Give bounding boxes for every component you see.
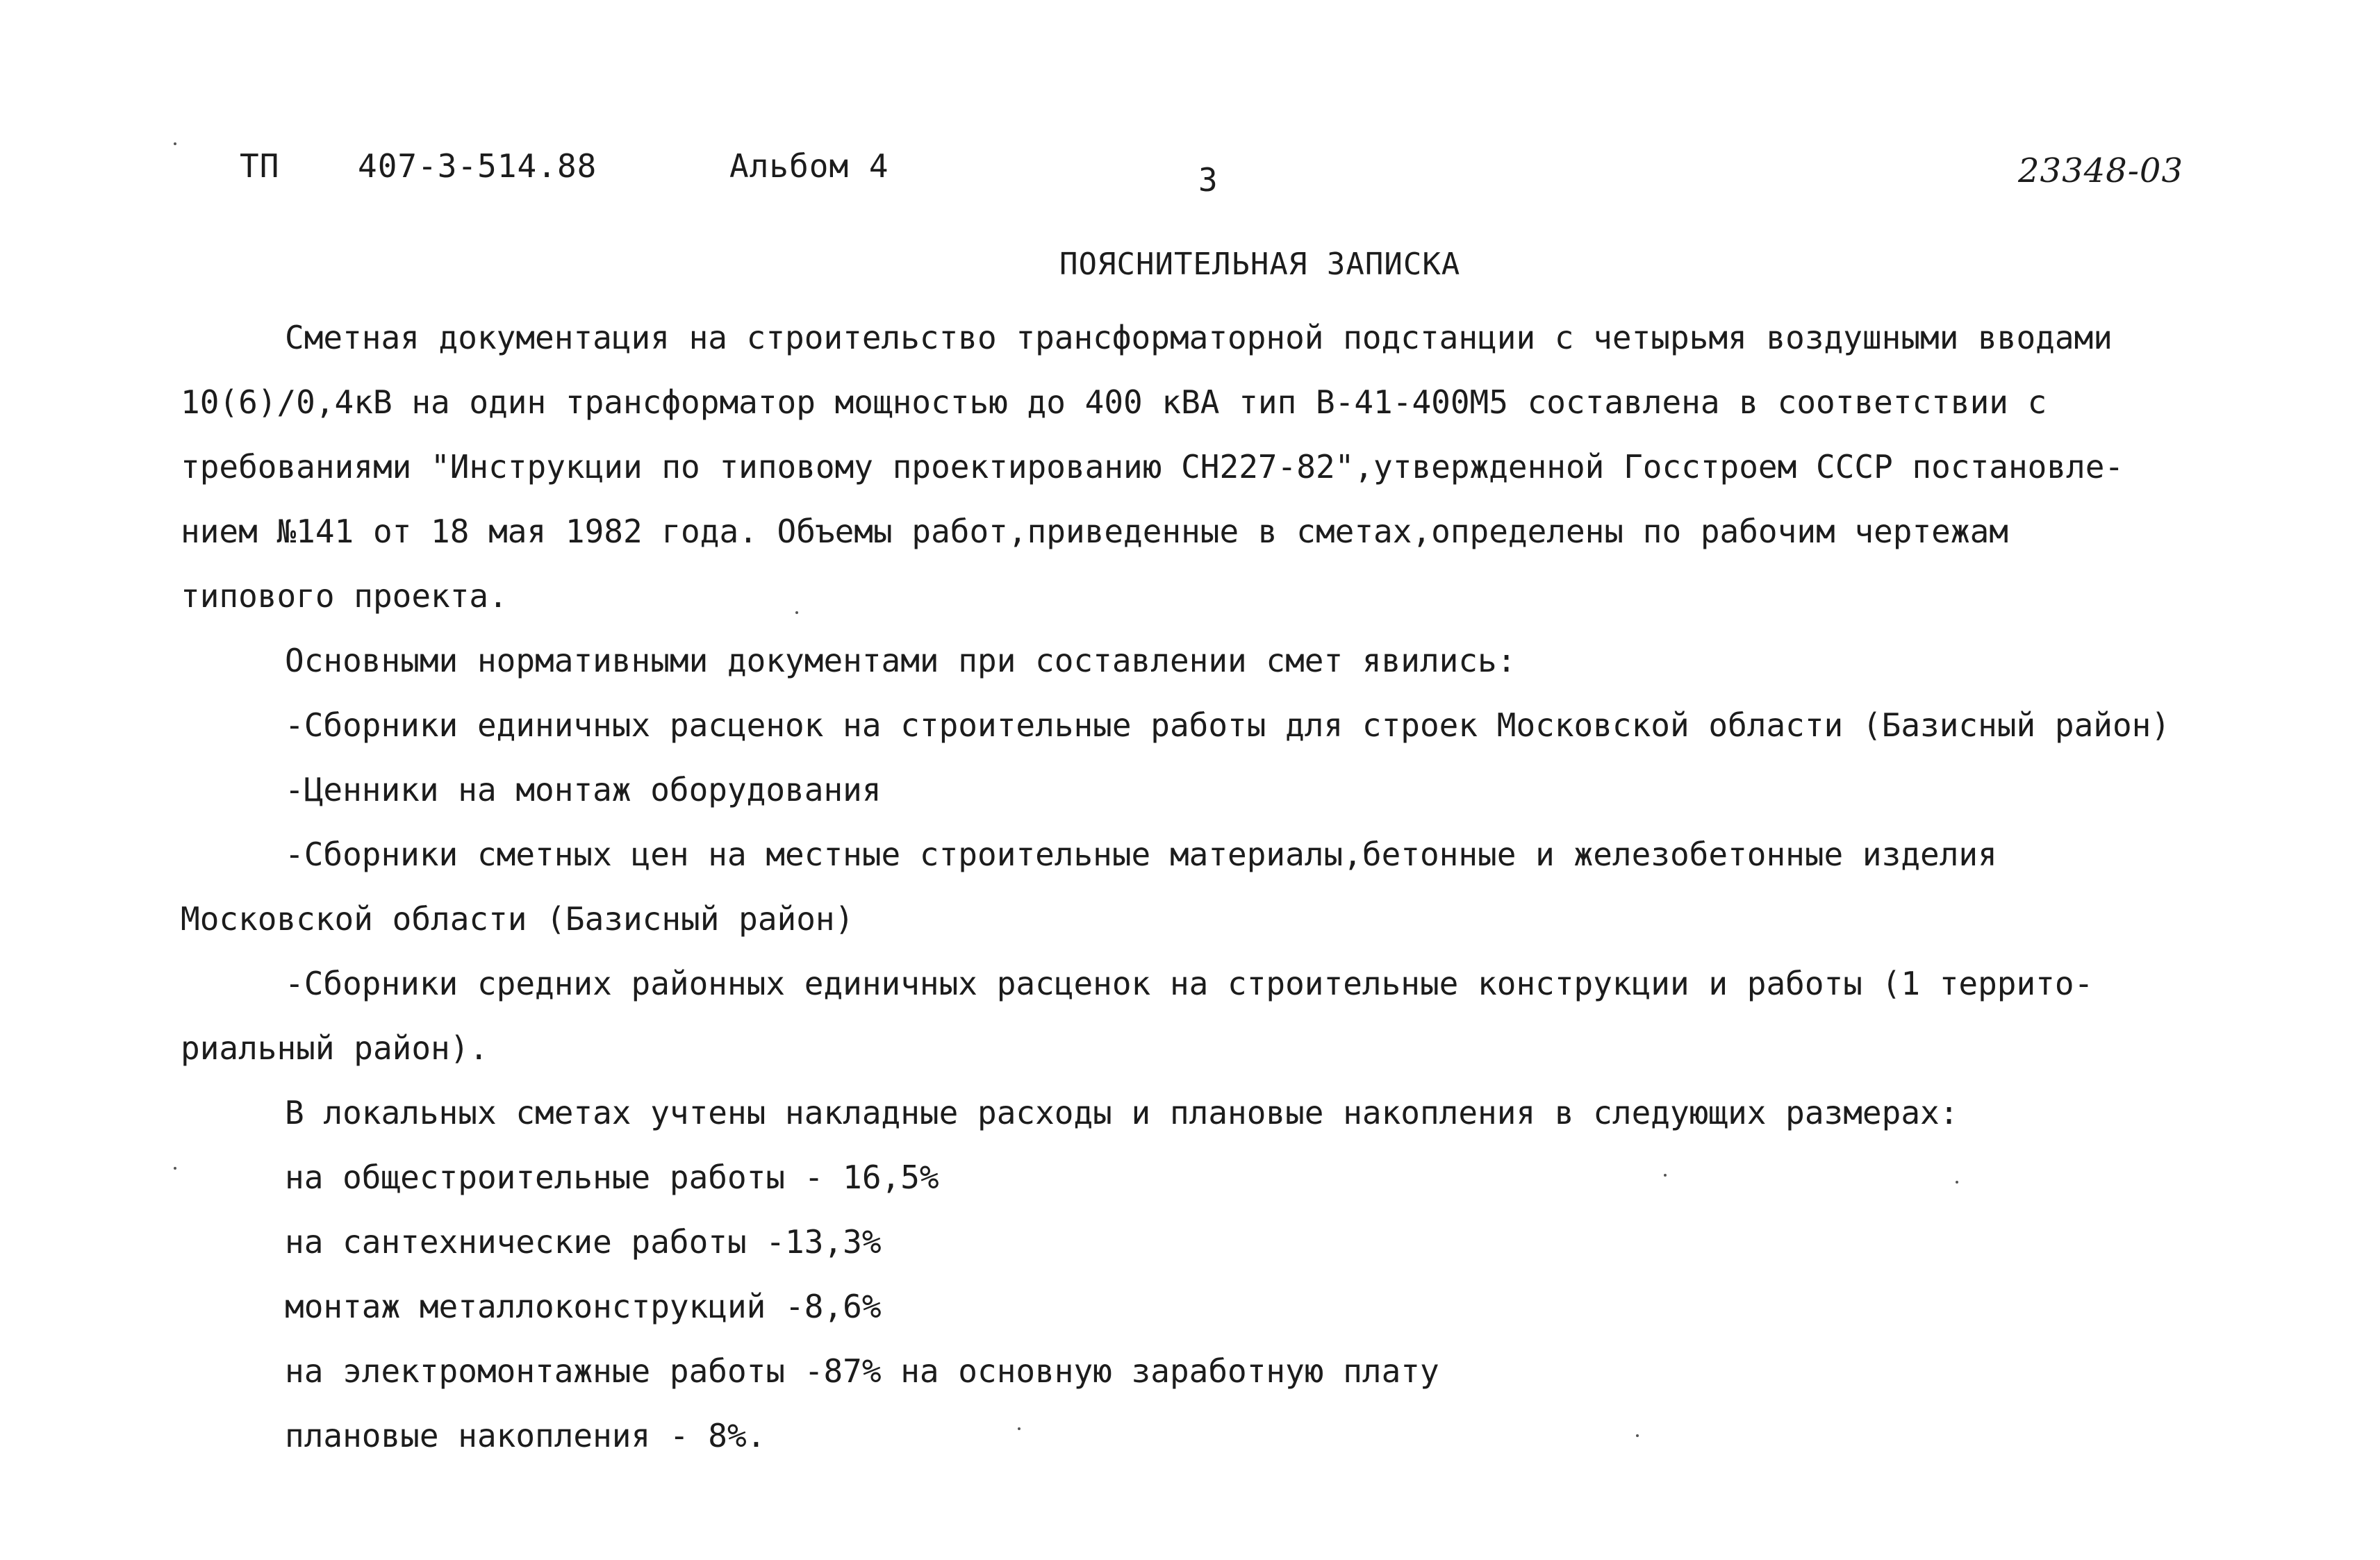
- rate-item: монтаж металлоконструкций -8,6%: [285, 1288, 882, 1325]
- scan-speck: [1018, 1427, 1020, 1430]
- paragraph-line: нием №141 от 18 мая 1982 года. Объемы работ,приведенные в сметах,определены по рабочим чертежам: [181, 513, 2008, 550]
- scan-speck: [1664, 1174, 1667, 1177]
- paragraph-line: типового проекта.: [181, 577, 508, 615]
- scan-speck: [1956, 1181, 1958, 1184]
- page-number: 3: [1198, 161, 1218, 199]
- scan-speck: [795, 611, 798, 614]
- rate-item: на общестроительные работы - 16,5%: [285, 1159, 939, 1196]
- header-document-number: 407-3-514.88: [358, 147, 597, 185]
- paragraph-line: Основными нормативными документами при составлении смет явились:: [285, 642, 1517, 679]
- paragraph-line: В локальных сметах учтены накладные расходы и плановые накопления в следующих размерах:: [285, 1094, 1959, 1131]
- rate-item: на сантехнические работы -13,3%: [285, 1223, 882, 1261]
- handwritten-reference: 23348-03: [2018, 151, 2183, 190]
- list-item: -Сборники сметных цен на местные строительные материалы,бетонные и железобетонные изделия: [285, 836, 1997, 873]
- explanatory-note-body: [181, 306, 2320, 1468]
- scan-speck: [1636, 1434, 1639, 1437]
- list-item: -Сборники единичных расценок на строительные работы для строек Московской области (Базисный район): [285, 706, 2171, 744]
- list-item: -Ценники на монтаж оборудования: [285, 771, 882, 808]
- list-item-continuation: риальный район).: [181, 1029, 489, 1067]
- list-item-continuation: Московской области (Базисный район): [181, 900, 854, 938]
- paragraph-line: требованиями "Инструкции по типовому проектированию СН227-82",утвержденной Госстроем СССР постановле-: [181, 448, 2124, 486]
- rate-item: на электромонтажные работы -87% на основную заработную плату: [285, 1352, 1439, 1390]
- list-item: -Сборники средних районных единичных расценок на строительные конструкции и работы (1 террито-: [285, 965, 2094, 1002]
- scan-speck: [174, 142, 176, 145]
- header-album: Альбом 4: [729, 147, 889, 185]
- paragraph-line: 10(6)/0,4кВ на один трансформатор мощностью до 400 кВА тип В-41-400М5 составлена в соответствии с: [181, 383, 2047, 421]
- document-title: ПОЯСНИТЕЛЬНАЯ ЗАПИСКА: [1059, 247, 1461, 282]
- paragraph-line: Сметная документация на строительство трансформаторной подстанции с четырьмя воздушными вводами: [285, 319, 2113, 356]
- rate-item: плановые накопления - 8%.: [285, 1417, 766, 1454]
- header-code: ТП: [240, 147, 280, 185]
- scan-speck: [174, 1167, 176, 1170]
